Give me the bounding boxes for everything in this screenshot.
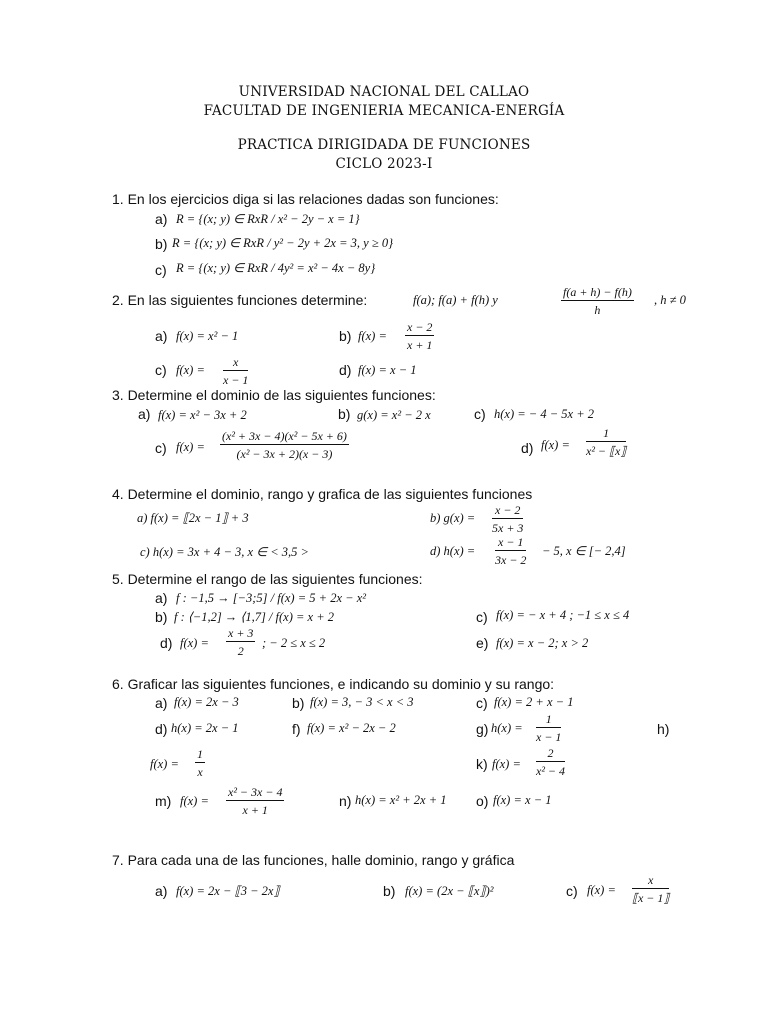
q6-k-label: k) [476, 756, 488, 772]
q3-c2-numerator: (x² + 3x − 4)(x² − 5x + 6) [222, 429, 347, 443]
q5-d-label: d) [160, 635, 173, 651]
q5-b-formula: f : ⟨−1,2] → ⟨1,7] / f(x) = x + 2 [174, 610, 335, 624]
q6-a-label: a) [155, 695, 168, 711]
q4-d-tail: − 5, x ∈ [− 2,4] [542, 544, 626, 558]
q1-a-formula: R = {(x; y) ∈ RxR / x² − 2y − x = 1} [176, 212, 360, 226]
q5-c-formula: f(x) = − x + 4 ; −1 ≤ x ≤ 4 [496, 608, 630, 622]
q6-m-lhs: f(x) = [180, 794, 209, 808]
q2-b-denominator: x + 1 [407, 338, 433, 352]
q7-b-formula: f(x) = (2x − ⟦x⟧)² [405, 884, 494, 898]
q3-c1-label: c) [474, 406, 486, 422]
question-4-text: 4. Determine el dominio, rango y grafica de las siguientes funciones [112, 486, 533, 502]
question-2-text: 2. En las siguientes funciones determine: [112, 292, 368, 308]
q4-d-fraction [495, 535, 526, 567]
q2-difference-quotient [561, 285, 634, 317]
q2-d-label: d) [339, 362, 352, 378]
question-1-text: 1. En los ejercicios diga si las relaciones dadas son funciones: [112, 191, 499, 207]
q2-diff-condition: , h ≠ 0 [654, 293, 686, 307]
q2-a-label: a) [155, 328, 168, 344]
q3-a-label: a) [138, 406, 151, 422]
q5-a-formula: f : −1,5 → [−3;5] / f(x) = 5 + 2x − x² [176, 591, 366, 605]
q6-m-denominator: x + 1 [242, 803, 268, 817]
q6-g-fraction [536, 712, 561, 744]
q6-b-formula: f(x) = 3, − 3 < x < 3 [310, 695, 414, 709]
q4-a-formula: a) f(x) = ⟦2x − 1⟧ + 3 [137, 511, 249, 525]
q6-h-label: h) [657, 721, 670, 737]
q3-b-formula: g(x) = x² − 2 x [357, 408, 431, 422]
q3-b-label: b) [338, 406, 351, 422]
q3-d-fraction [586, 426, 626, 458]
q5-b-label: b) [155, 609, 168, 625]
q6-c-label: c) [476, 695, 488, 711]
q5-e-label: e) [476, 635, 489, 651]
q1-c-formula: R = {(x; y) ∈ RxR / 4y² = x² − 4x − 8y} [176, 261, 376, 275]
q4-d-denominator: 3x − 2 [495, 553, 527, 567]
q5-d-denominator: 2 [237, 644, 244, 658]
question-7-text: 7. Para cada una de las funciones, halle dominio, rango y gráfica [112, 852, 515, 868]
q1-b-formula: R = {(x; y) ∈ RxR / y² − 2y + 2x = 3, y ≥ 0} [172, 236, 394, 250]
q6-g-lhs: h(x) = [491, 721, 523, 735]
q3-c1-formula: h(x) = − 4 − 5x + 2 [494, 407, 595, 421]
q2-a-formula: f(x) = x² − 1 [176, 329, 239, 343]
q4-b-numerator: x − 2 [492, 503, 523, 519]
q6-c-formula: f(x) = 2 + x − 1 [494, 695, 574, 709]
q6-o-label: o) [476, 793, 489, 809]
q2-c-fraction [223, 355, 248, 387]
q6-m-fraction [226, 785, 284, 817]
q7-b-label: b) [383, 883, 396, 899]
q2-c-label: c) [155, 362, 167, 378]
q6-n-formula: h(x) = x² + 2x + 1 [355, 793, 447, 807]
q6-i-denominator: x [197, 765, 203, 779]
q5-d-numerator: x + 3 [228, 626, 254, 640]
q7-c-denominator: ⟦x − 1⟧ [632, 891, 670, 905]
q5-d-lhs: f(x) = [180, 636, 209, 650]
q6-k-fraction [536, 746, 565, 778]
q3-d-numerator: 1 [586, 426, 626, 442]
q5-e-formula: f(x) = x − 2; x > 2 [496, 636, 589, 650]
sheet-title: PRACTICA DIRIGIDADA DE FUNCIONES [237, 137, 531, 153]
q5-d-condition: ; − 2 ≤ x ≤ 2 [262, 636, 326, 650]
q1-b-label: b) [155, 236, 168, 252]
q6-m-label: m) [155, 793, 172, 809]
q4-b-denominator: 5x + 3 [492, 521, 524, 535]
q1-a-label: a) [155, 211, 168, 227]
q3-c2-denominator: (x² − 3x + 2)(x − 3) [236, 447, 333, 461]
q6-a-formula: f(x) = 2x − 3 [174, 695, 239, 709]
q7-c-label: c) [566, 883, 578, 899]
q2-diff-denominator: h [594, 303, 601, 317]
q3-d-lhs: f(x) = [541, 438, 570, 452]
q4-b-fraction [492, 503, 523, 535]
q6-g-numerator: 1 [536, 712, 561, 728]
q7-a-formula: f(x) = 2x − ⟦3 − 2x⟧ [176, 884, 280, 898]
q6-n-label: n) [339, 793, 352, 809]
q3-c2-lhs: f(x) = [176, 440, 205, 454]
q7-c-numerator: x [632, 873, 669, 889]
q6-k-lhs: f(x) = [492, 757, 521, 771]
q3-c2-label: c) [155, 440, 167, 456]
q6-f-formula: f(x) = x² − 2x − 2 [307, 721, 396, 735]
q2-c-denominator: x − 1 [223, 373, 249, 387]
q4-d-lhs: d) h(x) = [430, 544, 476, 558]
q6-i-lhs: f(x) = [150, 757, 179, 771]
q6-f-label: f) [292, 721, 301, 737]
faculty-name: FACULTAD DE INGENIERIA MECANICA-ENERGÍA [203, 103, 565, 119]
q6-k-denominator: x² − 4 [536, 764, 566, 778]
q6-m-numerator: x² − 3x − 4 [228, 785, 283, 799]
q5-a-label: a) [155, 590, 168, 606]
q7-c-lhs: f(x) = [587, 883, 616, 897]
question-6-text: 6. Graficar las siguientes funciones, e indicando su dominio y su rango: [112, 676, 555, 692]
q7-c-fraction [632, 873, 669, 905]
q2-b-lhs: f(x) = [358, 329, 387, 343]
q2-b-label: b) [339, 328, 352, 344]
q6-d-label: d) [155, 721, 168, 737]
cycle-label: CICLO 2023-I [335, 156, 433, 172]
q6-b-label: b) [292, 695, 305, 711]
q6-i-fraction [195, 747, 205, 779]
q6-o-formula: f(x) = x − 1 [493, 793, 552, 807]
q1-c-label: c) [155, 262, 167, 278]
q2-diff-numerator: f(a + h) − f(h) [563, 285, 632, 299]
q2-c-numerator: x [223, 355, 248, 371]
q6-i-numerator: 1 [197, 747, 203, 761]
q2-evaluations: f(a); f(a) + f(h) y [413, 293, 498, 307]
q2-c-lhs: f(x) = [176, 363, 205, 377]
q3-a-formula: f(x) = x² − 3x + 2 [158, 408, 247, 422]
q7-a-label: a) [155, 883, 168, 899]
q6-g-denominator: x − 1 [536, 730, 562, 744]
q3-c2-fraction [220, 429, 349, 461]
q3-d-label: d) [521, 440, 534, 456]
q3-d-denominator: x² − ⟦x⟧ [586, 444, 627, 458]
question-3-text: 3. Determine el dominio de las siguientes funciones: [112, 387, 436, 403]
question-5-text: 5. Determine el rango de las siguientes funciones: [112, 571, 423, 587]
q4-d-numerator: x − 1 [495, 535, 526, 551]
q5-c-label: c) [476, 609, 488, 625]
q6-d-formula: h(x) = 2x − 1 [171, 721, 239, 735]
q2-b-numerator: x − 2 [407, 320, 433, 334]
q2-d-formula: f(x) = x − 1 [358, 363, 417, 377]
q4-c-formula: c) h(x) = 3x + 4 − 3, x ∈ < 3,5 > [140, 545, 309, 559]
q6-g-label: g) [476, 721, 489, 737]
university-name: UNIVERSIDAD NACIONAL DEL CALLAO [238, 84, 530, 100]
q5-d-fraction [226, 626, 255, 658]
q4-b-lhs: b) g(x) = [430, 511, 476, 525]
q2-b-fraction [405, 320, 434, 352]
q6-k-numerator: 2 [536, 746, 565, 762]
